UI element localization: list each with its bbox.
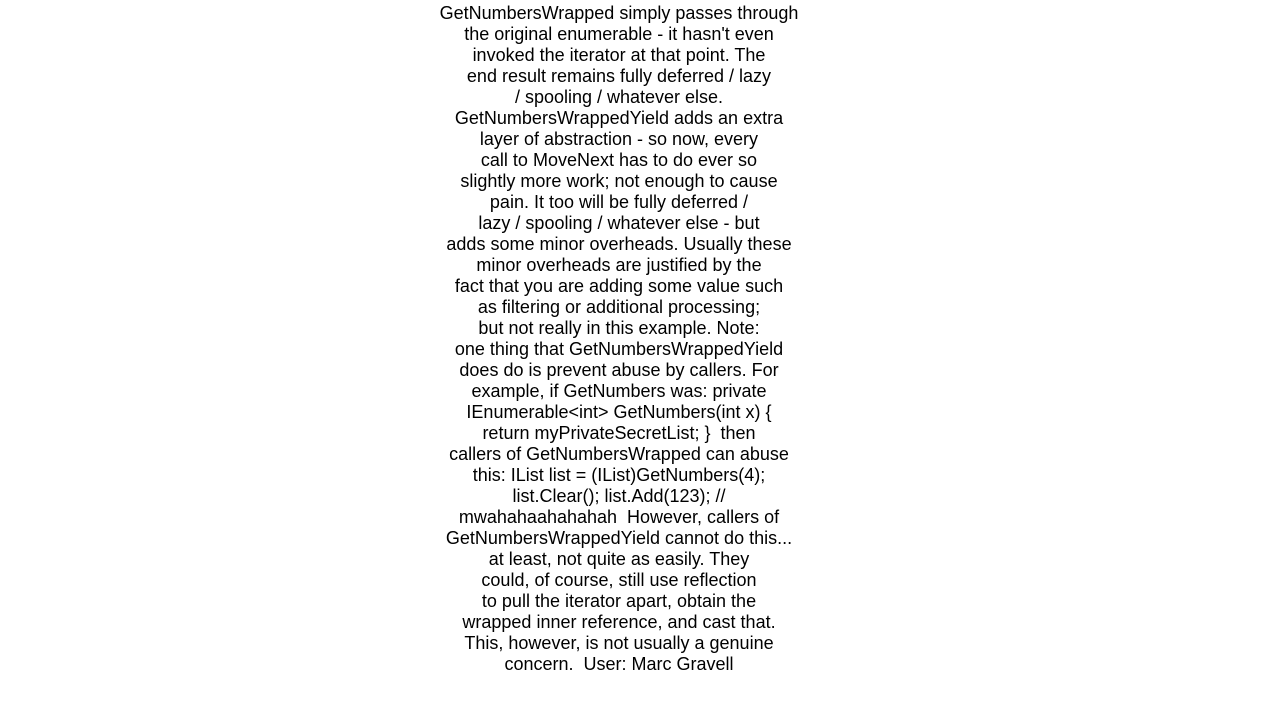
answer-text-block: [429, 3, 809, 675]
text-line: end result remains fully deferred / lazy: [466, 66, 772, 86]
text-line: the original enumerable - it hasn't even: [464, 24, 774, 44]
text-line: wrapped inner reference, and cast that.: [462, 612, 776, 632]
text-line: adds some minor overheads. Usually these: [446, 234, 792, 254]
text-line: layer of abstraction - so now, every: [479, 129, 759, 149]
text-line: mwahahaahahahah However, callers of: [458, 507, 780, 527]
text-line: pain. It too will be fully deferred /: [489, 192, 749, 212]
text-line: minor overheads are justified by the: [476, 255, 762, 275]
text-line: could, of course, still use reflection: [481, 570, 757, 590]
text-line: GetNumbersWrapped simply passes through: [439, 3, 799, 23]
text-line: return myPrivateSecretList; } then: [482, 423, 756, 443]
text-line: fact that you are adding some value such: [454, 276, 784, 296]
text-line: slightly more work; not enough to cause: [460, 171, 778, 191]
text-line: GetNumbersWrappedYield adds an extra: [454, 108, 784, 128]
text-line: one thing that GetNumbersWrappedYield: [454, 339, 784, 359]
text-line: to pull the iterator apart, obtain the: [481, 591, 757, 611]
text-line: invoked the iterator at that point. The: [472, 45, 766, 65]
text-line: IEnumerable<int> GetNumbers(int x) {: [466, 402, 772, 422]
text-line: callers of GetNumbersWrapped can abuse: [449, 444, 789, 464]
text-line: / spooling / whatever else.: [514, 87, 724, 107]
text-line: does do is prevent abuse by callers. For: [459, 360, 779, 380]
answer-attribution-line: concern. User: Marc Gravell: [504, 654, 734, 674]
text-line: example, if GetNumbers was: private: [471, 381, 767, 401]
text-line: list.Clear(); list.Add(123); //: [512, 486, 726, 506]
text-line: as filtering or additional processing;: [477, 297, 761, 317]
text-line: at least, not quite as easily. They: [488, 549, 750, 569]
text-line: GetNumbersWrappedYield cannot do this...: [445, 528, 793, 548]
text-line: This, however, is not usually a genuine: [464, 633, 774, 653]
text-line: lazy / spooling / whatever else - but: [478, 213, 760, 233]
text-line: this: IList list = (IList)GetNumbers(4);: [472, 465, 766, 485]
text-line: call to MoveNext has to do ever so: [480, 150, 758, 170]
text-line: but not really in this example. Note:: [478, 318, 760, 338]
